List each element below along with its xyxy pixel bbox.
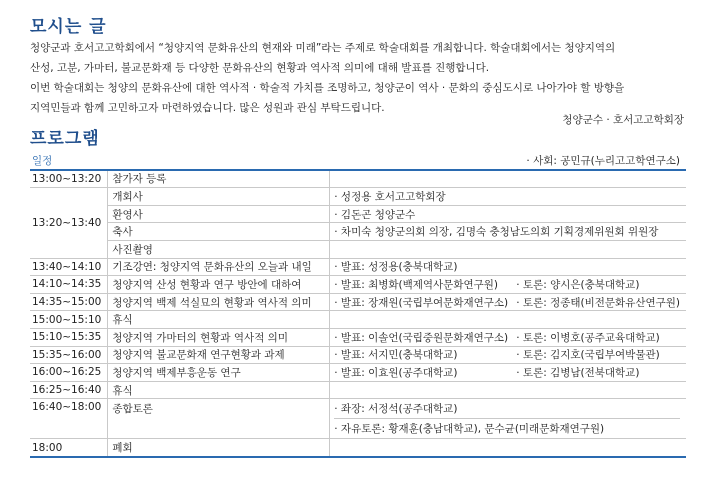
event-cell: 환영사	[108, 205, 330, 223]
time-cell: 13:20~13:40	[30, 188, 108, 258]
table-row	[30, 170, 686, 188]
event-cell: 개회사	[108, 188, 330, 206]
event-cell: 휴식	[108, 381, 330, 399]
event-cell: 청양지역 백제부흥운동 연구	[108, 364, 330, 382]
paragraph-line: 청양군과 호서고고학회에서 “청양지역 문화유산의 현재와 미래”라는 주제로 학술대회를 개최합니다. 학술대회에서는 청양지역의	[30, 42, 616, 54]
detail-cell: · 발표: 이솔언(국립중원문화재연구소) · 토론: 이병호(공주교육대학교)	[330, 328, 686, 346]
paragraph-line: 산성, 고분, 가마터, 불교문화재 등 다양한 문화유산의 현황과 역사적 의미에 대해 발표를 진행합니다.	[30, 62, 490, 74]
time-cell: 15:10~15:35	[32, 331, 102, 344]
detail-cell: · 발표: 장재원(국립부여문화재연구소) · 토론: 정종태(비전문화유산연구원)	[330, 293, 686, 311]
time-cell: 16:00~16:25	[32, 366, 102, 379]
table-row	[30, 328, 686, 346]
table-row	[30, 240, 686, 258]
paragraph-line: 이번 학술대회는 청양의 문화유산에 대한 역사적 · 학술적 가치를 조명하고, 청양군이 역사 · 문화의 중심도시로 나아가야 할 방향을	[30, 82, 625, 94]
detail-cell	[330, 399, 686, 439]
invitation-heading: 모시는 글	[30, 17, 107, 37]
table-row	[30, 205, 686, 223]
discussants: · 자유토론: 황재훈(충남대학교), 문수균(미래문화재연구원)	[334, 423, 605, 436]
chair: · 좌장: 서정석(공주대학교)	[334, 399, 680, 419]
detail-cell: · 김돈곤 청양군수	[330, 205, 686, 223]
table-row	[30, 276, 686, 294]
table-row	[30, 399, 686, 439]
time-cell: 18:00	[32, 441, 63, 454]
table-row	[30, 381, 686, 399]
event-cell: 청양지역 가마터의 현황과 역사적 의미	[108, 328, 330, 346]
detail-cell: · 발표: 서지민(충북대학교) · 토론: 김지호(국립부여박물관)	[330, 346, 686, 364]
table-row	[30, 293, 686, 311]
table-row	[30, 188, 686, 206]
moderator: · 사회: 공민규(누리고고학연구소)	[526, 154, 680, 167]
time-cell: 13:40~14:10	[32, 260, 102, 273]
time-cell: 15:35~16:00	[32, 348, 102, 361]
detail-cell: · 차미숙 청양군의회 의장, 김명숙 충청남도의회 기획경제위원회 위원장	[330, 223, 686, 241]
time-cell: 14:10~14:35	[32, 278, 102, 291]
table-row	[30, 364, 686, 382]
event-cell: 청양지역 백제 석실묘의 현황과 역사적 의미	[108, 293, 330, 311]
program-heading: 프로그램	[30, 129, 100, 149]
detail-cell: · 성정용 호서고고학회장	[330, 188, 686, 206]
event-cell: 종합토론	[108, 399, 330, 439]
schedule-label: 일정	[32, 154, 53, 167]
table-row	[30, 311, 686, 329]
program-table	[30, 152, 686, 458]
event-cell: 참가자 등록	[108, 170, 330, 188]
table-header-row	[30, 152, 686, 170]
event-cell: 휴식	[108, 311, 330, 329]
time-cell: 13:00~13:20	[32, 172, 102, 185]
detail-cell: · 발표: 성정용(충북대학교)	[330, 258, 686, 276]
event-cell: 폐회	[108, 439, 330, 457]
time-cell: 15:00~15:10	[32, 313, 102, 326]
time-cell: 16:40~18:00	[32, 401, 102, 414]
detail-cell: · 발표: 최병화(백제역사문화연구원) · 토론: 양시은(충북대학교)	[330, 276, 686, 294]
table-row	[30, 258, 686, 276]
time-cell: 14:35~15:00	[32, 296, 102, 309]
invitation-paragraph	[30, 38, 702, 118]
detail-cell: · 발표: 이효원(공주대학교) · 토론: 김병남(전북대학교)	[330, 364, 686, 382]
event-cell: 청양지역 산성 현황과 연구 방안에 대하여	[108, 276, 330, 294]
event-cell: 축사	[108, 223, 330, 241]
signature: 청양군수 · 호서고고학회장	[562, 114, 684, 126]
event-cell: 사진촬영	[108, 240, 330, 258]
event-cell: 청양지역 불교문화재 연구현황과 과제	[108, 346, 330, 364]
table-row	[30, 346, 686, 364]
time-cell: 16:25~16:40	[32, 384, 102, 397]
table-row	[30, 223, 686, 241]
paragraph-line: 지역민들과 함께 고민하고자 마련하였습니다. 많은 성원과 관심 부탁드립니다.	[30, 102, 385, 114]
table-row	[30, 439, 686, 457]
event-cell: 기조강연: 청양지역 문화유산의 오늘과 내일	[108, 258, 330, 276]
